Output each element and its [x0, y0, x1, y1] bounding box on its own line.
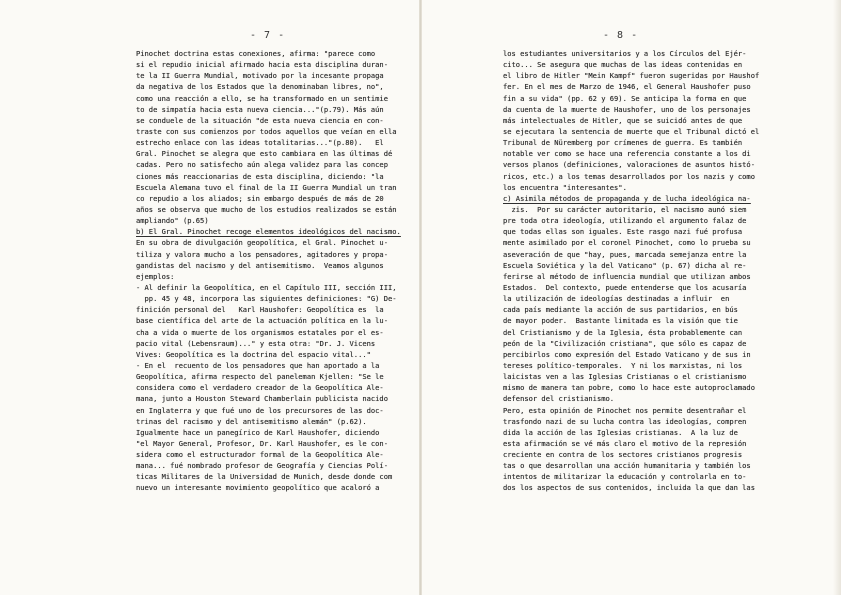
right-text-line: se ejecutara la sentencia de muerte que el Tribunal dictó el	[503, 126, 760, 136]
right-text-line: versos planos (definiciones, valoraciones de asuntos histó-	[503, 160, 755, 170]
right-text-line: los encuentra "interesantes".	[503, 182, 627, 192]
left-text-line: como una reacción a ello, se ha transformado en un sentimie	[136, 93, 388, 103]
right-text-line: más intelectuales de Hitler, que se suicidó antes de que	[503, 115, 743, 125]
right-text-line: de mayor poder. Bastante limitada es la visión que tie	[503, 316, 738, 326]
right-text-line: percibirlos como expresión del Estado Vaticano y de sus in	[503, 349, 751, 359]
page-fold	[419, 0, 422, 595]
left-text-line: pp. 45 y 48, incorpora las siguientes definiciones: "G) De-	[136, 294, 397, 304]
right-text-line: Escuela Soviética y la del Vaticano" (p. 67) dicha al re-	[503, 260, 747, 270]
left-text-line: Escuela Alemana tuvo el final de la II Guerra Mundial un tran	[136, 182, 397, 192]
left-text-line: finición personal del Karl Haushofer: Geopolítica es la	[136, 305, 384, 315]
right-text-line: defensor del cristianismo.	[503, 394, 615, 404]
right-text-line: tas o que desarrollan una acción humanitaria y también los	[503, 461, 751, 471]
right-text-line: mismo de manera tan pobre, como lo hace este autoproclamado	[503, 383, 755, 393]
right-page-number: - 8 -	[603, 30, 639, 41]
right-text-line: fer. En el mes de Marzo de 1946, el General Haushofer puso	[503, 82, 751, 92]
left-text-line: ciones más reaccionarias de esta disciplina, diciendo: "la	[136, 171, 384, 181]
right-text-line: ferirse al método de influencia mundial que utilizan ambos	[503, 271, 751, 281]
right-text-line: da cuenta de la muerte de Haushofer, uno de los personajes	[503, 104, 751, 114]
left-text-line: si el repudio inicial afirmado hacia esta disciplina duran-	[136, 60, 388, 70]
right-text-line: Tribunal de Nüremberg por crímenes de guerra. Es también	[503, 138, 743, 148]
right-text-line: trasfondo nazi de su lucha contra las ideologías, compren	[503, 416, 747, 426]
left-text-line: da negativa de los Estados que la denominaban libres, no",	[136, 82, 384, 92]
left-text-line: estrecho enlace con las ideas totalitarias..."(p.80). El	[136, 138, 384, 148]
left-text-line: se conduele de la situación "de esta nueva ciencia en con-	[136, 115, 384, 125]
left-text-line: Vives: Geopolítica es la doctrina del espacio vital..."	[136, 349, 371, 359]
left-text-line: cadas. Pero no satisfecho aún alega validez para las concep	[136, 160, 388, 170]
right-text-line: Estados. Del contexto, puede entenderse que los acusaría	[503, 282, 747, 292]
right-text-line: el libro de Hitler "Mein Kampf" fueron sugeridas por Haushof	[503, 71, 760, 81]
right-text-line: peón de la "Civilización cristiana", que sólo es capaz de	[503, 338, 747, 348]
right-text-line: zis. Por su carácter autoritario, el nacismo aunó siem	[503, 204, 747, 214]
left-text-line: traste con sus comienzos por todos aquellos que veían en ella	[136, 126, 397, 136]
left-page-text	[136, 48, 416, 494]
left-text-line: nuevo un interesante movimiento geopolítico que acaloró a	[136, 483, 380, 493]
right-text-line: creciente en contra de los sectores cristianos progresis	[503, 450, 743, 460]
left-text-line: b) El Gral. Pinochet recoge elementos ideológicos del nacismo.	[136, 227, 401, 237]
left-text-line: trinas del racismo y del antisemitismo alemán" (p.62).	[136, 416, 367, 426]
right-text-line: que todas ellas son iguales. Este rasgo nazi fué profusa	[503, 227, 743, 237]
right-text-line: pre toda otra ideología, utilizando el argumento falaz de	[503, 216, 747, 226]
left-text-line: Geopolítica, afirma respecto del paneleman Kjellen: "Se le	[136, 372, 384, 382]
left-text-line: - En el recuento de los pensadores que han aportado a la	[136, 360, 380, 370]
left-text-line: - Al definir la Geopolítica, en el Capítulo III, sección III,	[136, 282, 397, 292]
left-text-line: mana, junto a Houston Steward Chamberlain publicista nacido	[136, 394, 388, 404]
left-text-line: ampliando" (p.65)	[136, 216, 209, 226]
paper-edge	[833, 0, 841, 595]
left-text-line: En su obra de divulgación geopolítica, el Gral. Pinochet u-	[136, 238, 388, 248]
left-text-line: tiliza y valora mucho a los pensadores, agitadores y propa-	[136, 249, 388, 259]
left-text-line: considera como el verdadero creador de la Geopolítica Ale-	[136, 383, 384, 393]
left-page-number: - 7 -	[250, 30, 286, 41]
right-text-line: la utilización de ideologías destinadas a influir en	[503, 294, 730, 304]
right-text-line: notable ver como se hace una referencia constante a los di	[503, 149, 751, 159]
right-page-text	[503, 48, 781, 494]
right-text-line: intentos de militarizar la educación y controlarla en to-	[503, 472, 747, 482]
left-text-line: Pinochet doctrina estas conexiones, afirma: "parece como	[136, 49, 376, 58]
right-text-line: aseveración de que "hay, pues, marcada semejanza entre la	[503, 249, 747, 259]
right-text-line: dida la acción de las Iglesias cristianas. A la luz de	[503, 427, 738, 437]
right-text-line: c) Asimila métodos de propaganda y de lucha ideológica na-	[503, 193, 751, 203]
right-text-line: mente asimilado por el coronel Pinochet, como lo prueba su	[503, 238, 751, 248]
right-text-line: tereses político-temporales. Y ni los marxistas, ni los	[503, 360, 743, 370]
right-text-line: esta afirmación se vé más claro el motivo de la represión	[503, 438, 747, 448]
left-text-line: en Inglaterra y que fué uno de los precursores de las doc-	[136, 405, 384, 415]
right-text-line: los estudiantes universitarios y a los Círculos del Ejér-	[503, 49, 747, 58]
left-text-line: base científica del arte de la actuación política en la lu-	[136, 316, 388, 326]
left-text-line: co repudio a los aliados; sin embargo después de más de 20	[136, 193, 384, 203]
right-text-line: del Cristianismo y de la Iglesia, ésta probablemente can	[503, 327, 743, 337]
left-text-line: gandistas del nacismo y del antisemitismo. Veamos algunos	[136, 260, 384, 270]
left-text-line: ejemplos:	[136, 271, 175, 281]
left-text-line: to de simpatía hacia esta nueva ciencia..."(p.79). Más aún	[136, 104, 384, 114]
right-text-line: laicistas ven a las Iglesias Cristianas o el cristianismo	[503, 372, 747, 382]
left-text-line: ticas Militares de la Universidad de Munich, desde donde com	[136, 472, 393, 482]
right-text-line: cito... Se asegura que muchas de las ideas contenidas en	[503, 60, 743, 70]
right-text-line: ricos, etc.) a los temas desarrollados por los nazis y como	[503, 171, 755, 181]
left-text-line: años se observa que mucho de los estudios realizados se están	[136, 204, 397, 214]
left-text-line: Igualmente hace un panegírico de Karl Haushofer, diciendo	[136, 427, 380, 437]
left-text-line: pacio vital (Lebensraum)..." y esta otra: "Dr. J. Vicens	[136, 338, 376, 348]
left-text-line: Gral. Pinochet se alegra que esto cambiara en las últimas dé	[136, 149, 393, 159]
left-text-line: mana... fué nombrado profesor de Geografía y Ciencias Polí-	[136, 461, 388, 471]
right-text-line: dos los aspectos de sus contenidos, incluida la que dan las	[503, 483, 755, 493]
right-text-line: Pero, esta opinión de Pinochet nos permite desentrañar el	[503, 405, 747, 415]
right-text-line: fin a su vida" (pp. 62 y 69). Se anticipa la forma en que	[503, 93, 747, 103]
left-text-line: "el Mayor General, Profesor, Dr. Karl Haushofer, es le con-	[136, 438, 388, 448]
right-text-line: cada país mediante la acción de sus partidarios, en bús	[503, 305, 738, 315]
left-text-line: te la II Guerra Mundial, motivado por la incesante propaga	[136, 71, 384, 81]
left-text-line: cha a vida o muerte de los organismos estatales por el es-	[136, 327, 384, 337]
left-text-line: sidera como el estructurador formal de la Geopolítica Ale-	[136, 450, 384, 460]
